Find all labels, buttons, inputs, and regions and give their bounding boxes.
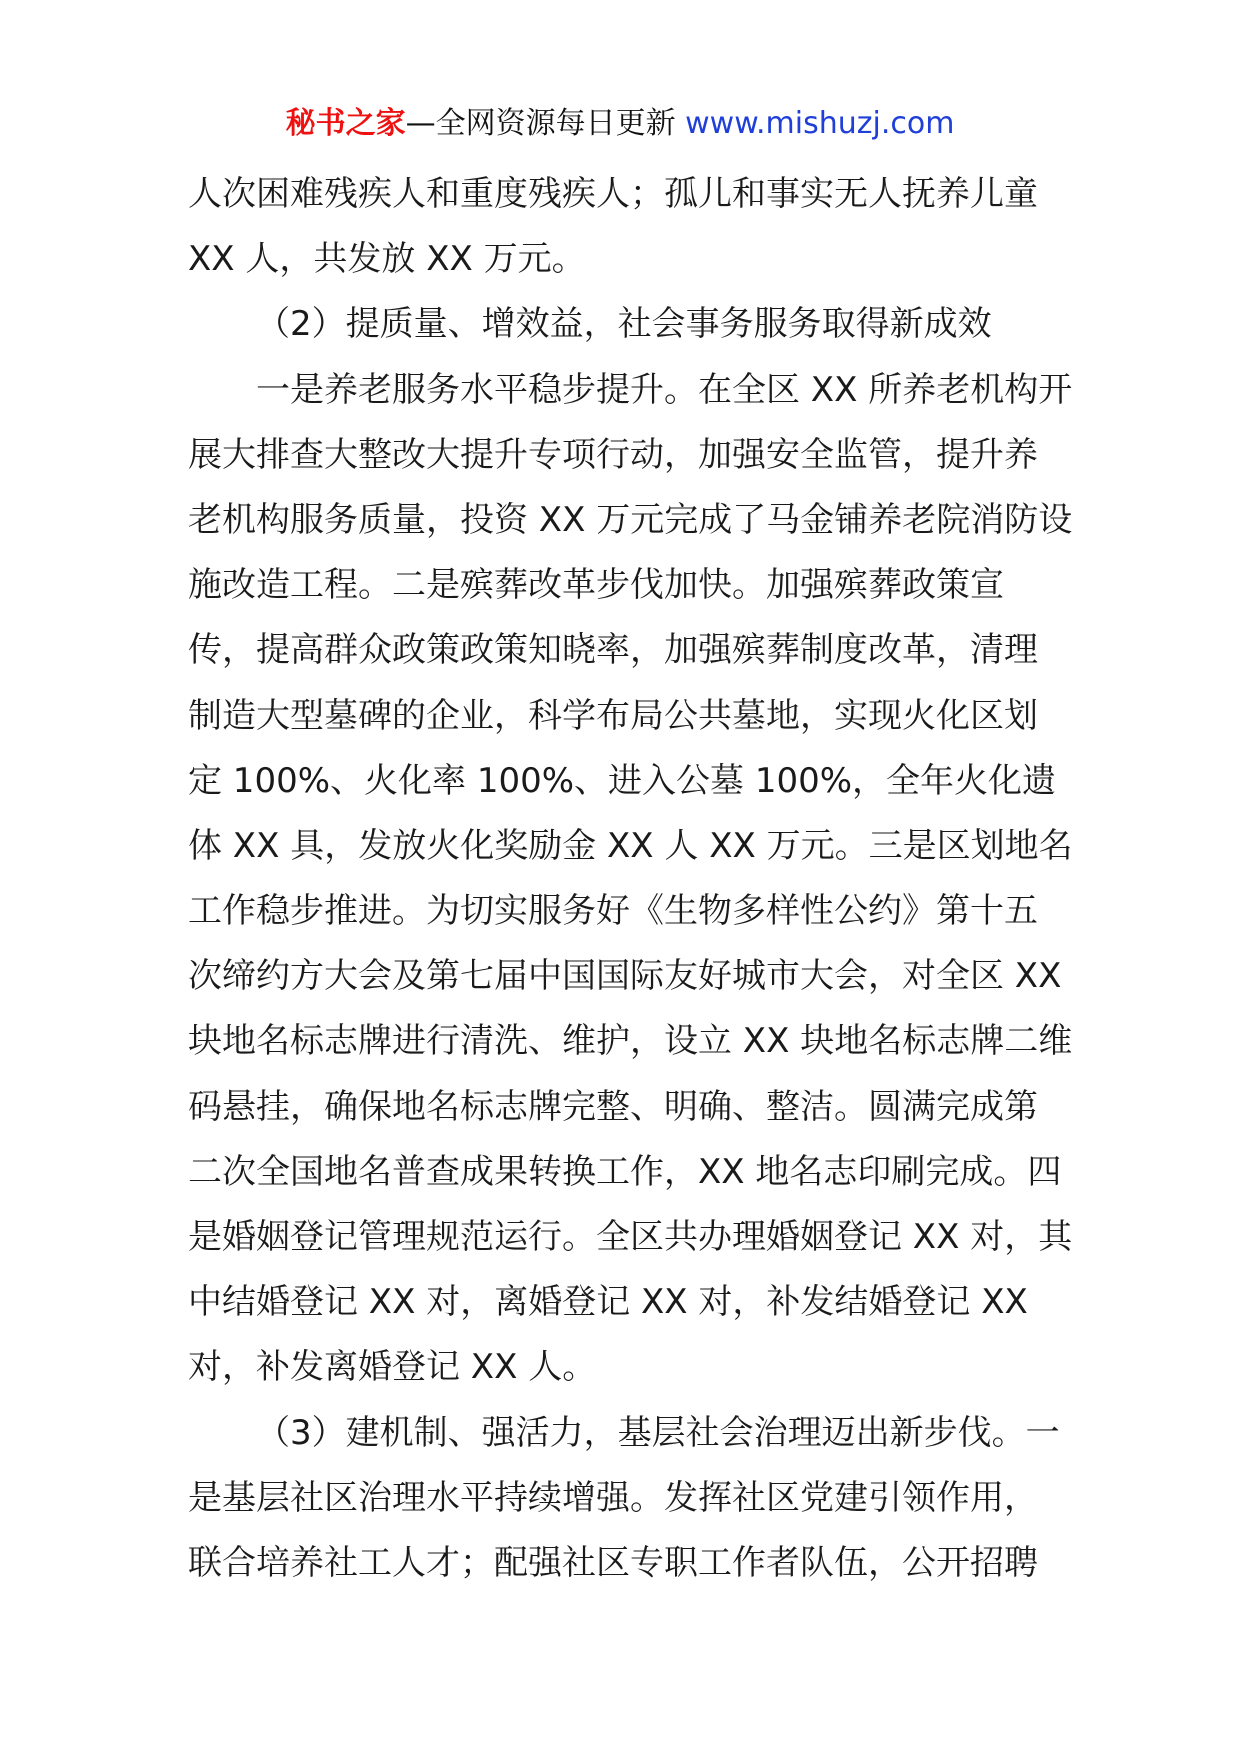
text-line: 制造大型墓碑的企业，科学布局公共墓地，实现火化区划 (188, 695, 1038, 736)
text-line: 对，补发离婚登记 XX 人。 (188, 1347, 597, 1388)
text-line: 老机构服务质量，投资 XX 万元完成了马金铺养老院消防设 (188, 499, 1073, 540)
text-line: 码悬挂，确保地名标志牌完整、明确、整洁。圆满完成第 (188, 1086, 1038, 1127)
text-line: 次缔约方大会及第七届中国国际友好城市大会，对全区 XX (188, 956, 1062, 997)
text-line: 中结婚登记 XX 对，离婚登记 XX 对，补发结婚登记 XX (188, 1282, 1028, 1323)
text-line: 二次全国地名普查成果转换工作，XX 地名志印刷完成。四 (188, 1151, 1062, 1192)
text-line: 是婚姻登记管理规范运行。全区共办理婚姻登记 XX 对，其 (188, 1217, 1073, 1257)
document-body (188, 162, 1073, 1596)
text-line: 体 XX 具，发放火化奖励金 XX 人 XX 万元。三是区划地名 (188, 825, 1073, 866)
text-line: 块地名标志牌进行清洗、维护，设立 XX 块地名标志牌二维 (188, 1021, 1073, 1062)
header-tagline: —全网资源每日更新 (405, 106, 676, 141)
text-line: 定 100%、火化率 100%、进入公墓 100%，全年火化遗 (188, 760, 1057, 801)
site-url-link[interactable]: www.mishuzj.com (685, 106, 955, 141)
text-line: 传，提高群众政策政策知晓率，加强殡葬制度改革，清理 (188, 630, 1038, 671)
text-line: 联合培养社工人才；配强社区专职工作者队伍，公开招聘 (188, 1542, 1038, 1583)
section-heading-2: （2）提质量、增效益，社会事务服务取得新成效 (256, 304, 992, 345)
text-line: 是基层社区治理水平持续增强。发挥社区党建引领作用， (188, 1477, 1038, 1518)
text-line: 施改造工程。二是殡葬改革步伐加快。加强殡葬政策宣 (188, 565, 1004, 606)
section-heading-3: （3）建机制、强活力，基层社会治理迈出新步伐。一 (256, 1412, 1060, 1453)
site-header (0, 100, 1240, 148)
text-line: 展大排查大整改大提升专项行动，加强安全监管，提升养 (188, 434, 1038, 475)
brand-name: 秘书之家 (285, 106, 406, 141)
text-line: XX 人，共发放 XX 万元。 (188, 239, 586, 280)
text-line: 人次困难残疾人和重度残疾人；孤儿和事实无人抚养儿童 (188, 174, 1038, 214)
text-line: 工作稳步推进。为切实服务好《生物多样性公约》第十五 (188, 891, 1038, 932)
paragraph-start: 一是养老服务水平稳步提升。在全区 XX 所养老机构开 (256, 369, 1073, 410)
